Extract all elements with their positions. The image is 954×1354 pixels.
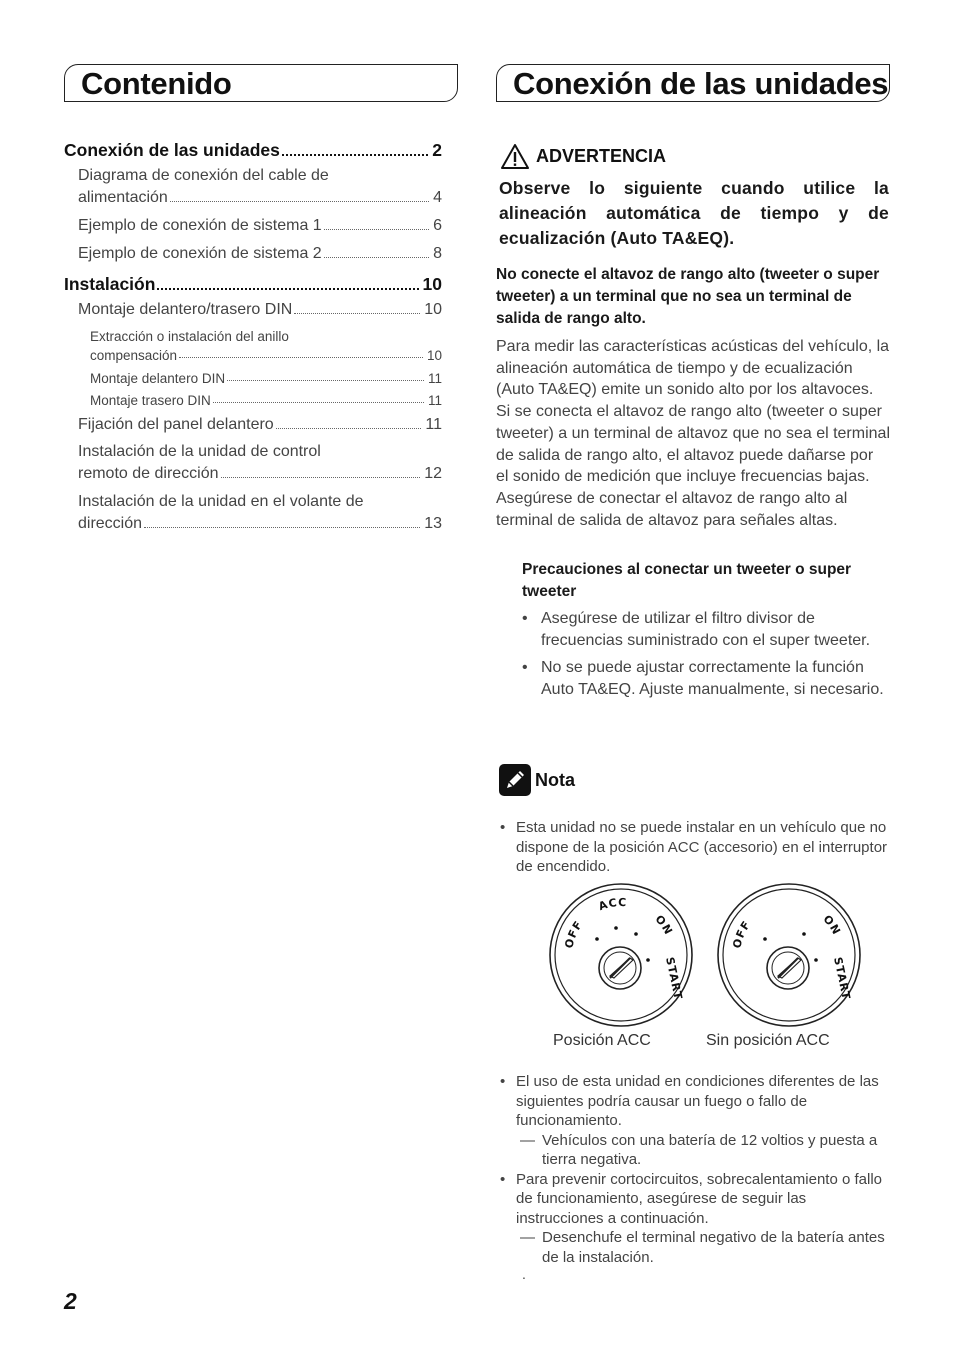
notes-list-1 (498, 818, 890, 877)
dash-item: — Vehículos con una batería de 12 voltios y puesta a tierra negativa. (498, 1131, 890, 1170)
toc-entry-line1: Diagrama de conexión del cable de (78, 167, 329, 184)
toc-entry[interactable]: Fijación del panel delantero 11 (78, 416, 442, 433)
list-item: • Asegúrese de utilizar el filtro divisor de frecuencias suministrado con el super tweeter. (522, 608, 888, 651)
ignition-switch-no-acc-illustration (716, 882, 862, 1028)
precautions-list (522, 608, 888, 701)
switch-label-start: START (663, 955, 685, 1002)
list-item: • Para prevenir cortocircuitos, sobrecalentamiento o fallo de funcionamiento, asegúrese de seguir las instrucciones a continuación. (498, 1170, 890, 1229)
caption-acc: Posición ACC (553, 1032, 651, 1049)
toc-entry[interactable]: remoto de dirección 12 (78, 465, 442, 482)
warning-label: ADVERTENCIA (536, 146, 667, 166)
toc-entry[interactable]: dirección 13 (78, 515, 442, 532)
toc-entry[interactable]: alimentación 4 (78, 189, 442, 206)
warning-bold-text: No conecte el altavoz de rango alto (tweeter o super tweeter) a un terminal que no sea un terminal de salida de rango alto. (496, 266, 880, 327)
warning-body: Para medir las características acústicas del vehículo, la alineación automática de tiempo y de ecualización (Auto TA&EQ) emite un sonido alto por los altavoces. Si se conecta el altavoz de rango alto (tweeter o super tweeter) a un terminal de altavoz que no sea el terminal de salida de rango alto, el altavoz puede dañarse por el sonido de medición que incluye frecuencias bajas. Asegúrese de conectar el altavoz de rango alto al terminal de salida de altavoz para señales altas. (496, 338, 890, 529)
caption-no-acc: Sin posición ACC (706, 1032, 830, 1049)
toc-entry[interactable]: Instalación 10 (64, 274, 442, 294)
list-item: • Esta unidad no se puede instalar en un vehículo que no dispone de la posición ACC (accesorio) en el interruptor de encendido. (498, 818, 890, 877)
switch-label-start: START (831, 955, 853, 1002)
warning-triangle-icon (500, 143, 530, 170)
precautions-title: Precauciones al conectar un tweeter o super tweeter (522, 561, 852, 600)
switch-label-on: ON (652, 912, 676, 938)
page-number: 2 (64, 1288, 77, 1314)
trailing-dot: . (522, 1266, 526, 1282)
section-title-box (496, 64, 890, 102)
toc-entry-line1: Extracción o instalación del anillo (90, 329, 289, 344)
nota-heading (498, 763, 575, 797)
notes-list-2 (498, 1072, 890, 1267)
toc-entry[interactable]: Conexión de las unidades 2 (64, 140, 442, 160)
toc-entry-line1: Instalación de la unidad en el volante de (78, 493, 364, 510)
pencil-note-icon (498, 763, 532, 797)
switch-label-off: OFF (562, 918, 586, 950)
warning-lead: Observe lo siguiente cuando utilice la alineación automática de tiempo y de ecualización (Auto TA&EQ). (499, 178, 889, 248)
toc-entry[interactable]: compensación 10 (90, 348, 442, 363)
switch-label-off: OFF (730, 918, 754, 950)
toc-entry[interactable]: Ejemplo de conexión de sistema 1 6 (78, 217, 442, 234)
switch-label-acc: ACC (596, 895, 628, 914)
contents-title: Contenido (81, 66, 232, 101)
switch-label-on: ON (820, 912, 844, 938)
toc-entry[interactable]: Montaje delantero DIN 11 (90, 371, 442, 386)
toc-entry[interactable]: Montaje delantero/trasero DIN 10 (78, 301, 442, 318)
dash-item: — Desenchufe el terminal negativo de la batería antes de la instalación. (498, 1228, 890, 1267)
nota-label: Nota (535, 769, 575, 790)
list-item: • No se puede ajustar correctamente la función Auto TA&EQ. Ajuste manualmente, si necesario. (522, 657, 888, 700)
toc-entry-line1: Instalación de la unidad de control (78, 443, 321, 460)
list-item: • El uso de esta unidad en condiciones diferentes de las siguientes podría causar un fuego o fallo de funcionamiento. (498, 1072, 890, 1131)
ignition-switch-acc-illustration (548, 882, 694, 1028)
warning-heading (500, 143, 666, 170)
toc-entry[interactable]: Ejemplo de conexión de sistema 2 8 (78, 245, 442, 262)
contents-title-box (64, 64, 458, 102)
section-title: Conexión de las unidades (513, 66, 889, 101)
toc-entry[interactable]: Montaje trasero DIN 11 (90, 393, 442, 408)
